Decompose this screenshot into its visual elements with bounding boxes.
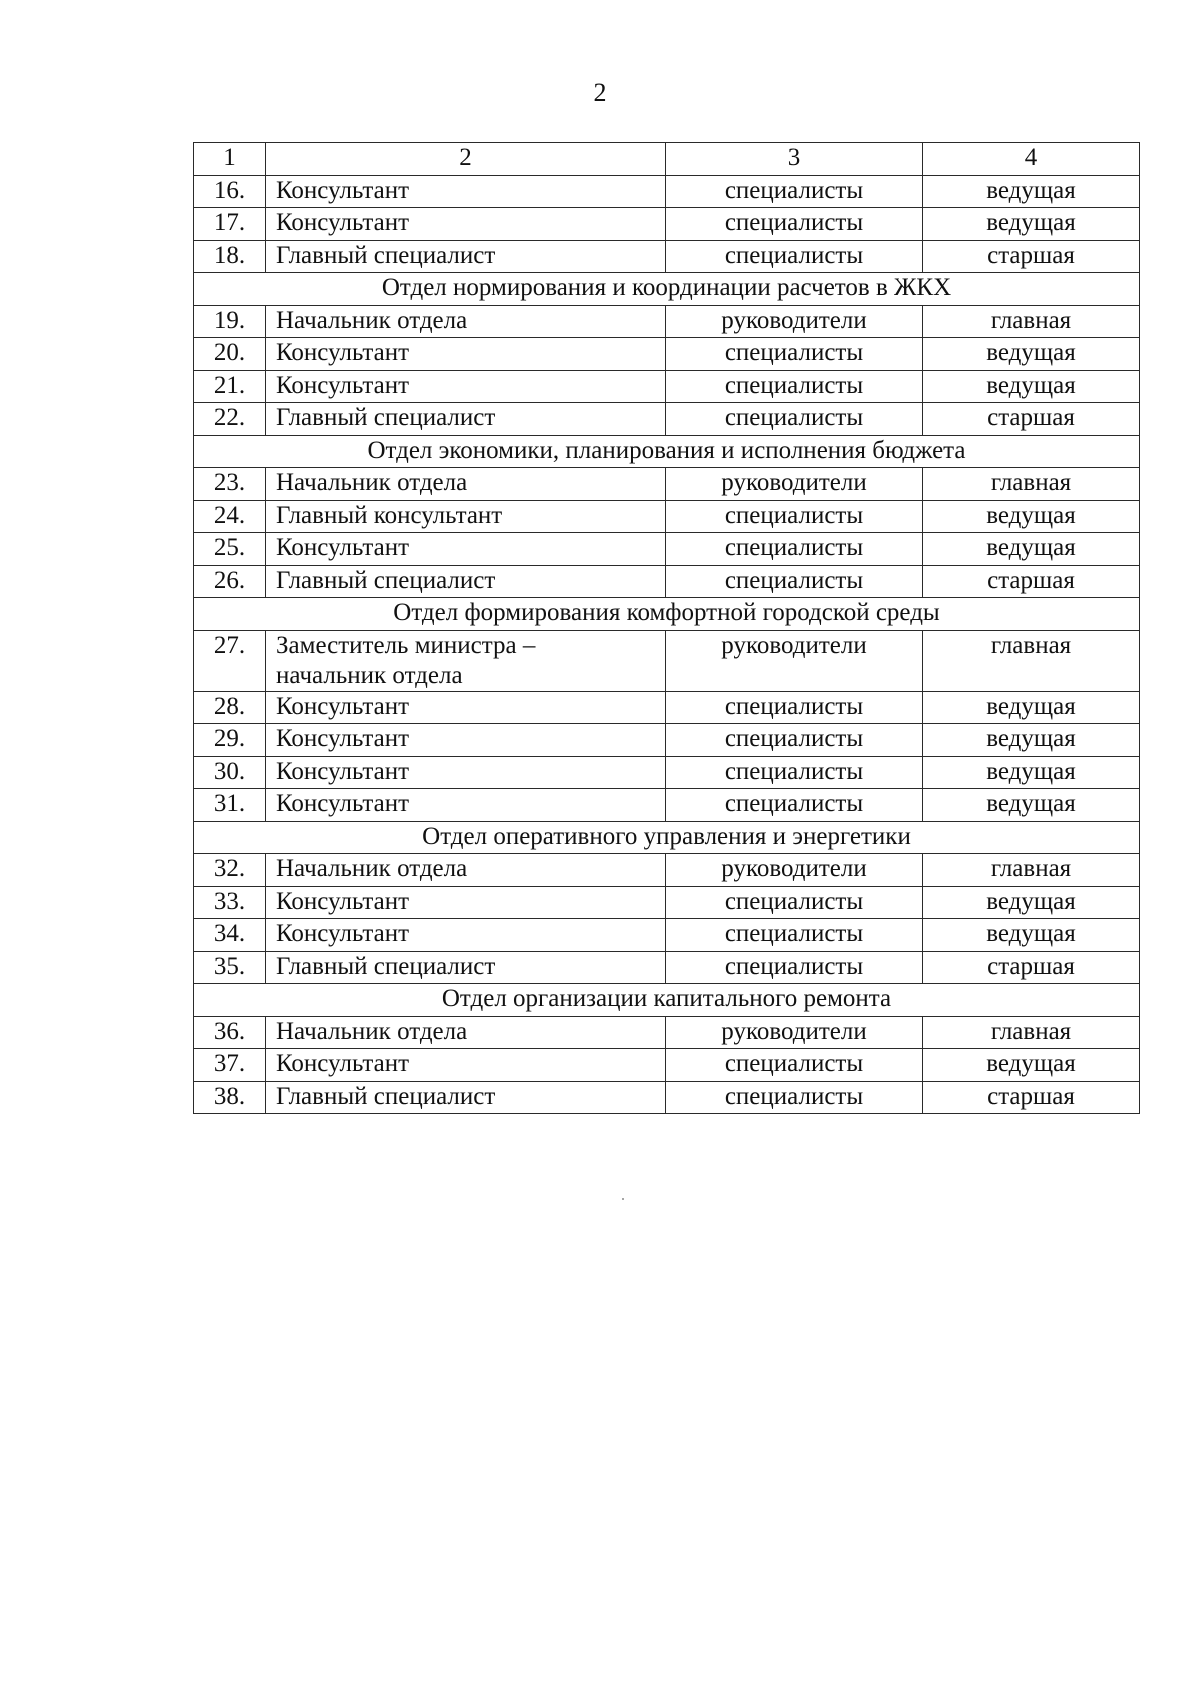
row-number: 32. xyxy=(194,854,266,887)
position-title: Главный специалист xyxy=(266,1081,666,1114)
position-row xyxy=(194,533,1140,566)
position-group: специалисты xyxy=(666,789,923,822)
position-group: специалисты xyxy=(666,919,923,952)
position-title: Консультант xyxy=(266,919,666,952)
row-number: 35. xyxy=(194,951,266,984)
row-number: 38. xyxy=(194,1081,266,1114)
position-title: Главный консультант xyxy=(266,500,666,533)
column-number-3: 3 xyxy=(666,143,923,176)
row-number: 16. xyxy=(194,175,266,208)
department-section-row xyxy=(194,273,1140,306)
position-row xyxy=(194,691,1140,724)
position-row xyxy=(194,1081,1140,1114)
position-row xyxy=(194,175,1140,208)
position-group: специалисты xyxy=(666,208,923,241)
position-title: Начальник отдела xyxy=(266,854,666,887)
row-number: 29. xyxy=(194,724,266,757)
position-category: ведущая xyxy=(923,919,1140,952)
position-row xyxy=(194,919,1140,952)
position-row xyxy=(194,370,1140,403)
position-group: специалисты xyxy=(666,370,923,403)
position-category: главная xyxy=(923,468,1140,501)
position-row xyxy=(194,500,1140,533)
row-number: 19. xyxy=(194,305,266,338)
position-category: ведущая xyxy=(923,691,1140,724)
position-category: старшая xyxy=(923,240,1140,273)
position-row xyxy=(194,565,1140,598)
position-category: главная xyxy=(923,630,1140,691)
position-category: главная xyxy=(923,305,1140,338)
column-number-1: 1 xyxy=(194,143,266,176)
position-group: специалисты xyxy=(666,1049,923,1082)
department-section-row xyxy=(194,435,1140,468)
position-title: Главный специалист xyxy=(266,565,666,598)
position-title: Консультант xyxy=(266,724,666,757)
position-title: Начальник отдела xyxy=(266,1016,666,1049)
position-category: ведущая xyxy=(923,175,1140,208)
position-category: старшая xyxy=(923,951,1140,984)
row-number: 30. xyxy=(194,756,266,789)
position-category: ведущая xyxy=(923,500,1140,533)
position-category: главная xyxy=(923,854,1140,887)
position-title: Консультант xyxy=(266,1049,666,1082)
position-title: Главный специалист xyxy=(266,403,666,436)
department-section-row xyxy=(194,821,1140,854)
position-title: Консультант xyxy=(266,691,666,724)
row-number: 20. xyxy=(194,338,266,371)
column-number-4: 4 xyxy=(923,143,1140,176)
row-number: 27. xyxy=(194,630,266,691)
position-group: специалисты xyxy=(666,338,923,371)
position-title: Консультант xyxy=(266,338,666,371)
position-group: руководители xyxy=(666,305,923,338)
department-name: Отдел оперативного управления и энергетики xyxy=(194,821,1140,854)
row-number: 34. xyxy=(194,919,266,952)
position-title: Консультант xyxy=(266,533,666,566)
position-group: специалисты xyxy=(666,175,923,208)
department-name: Отдел организации капитального ремонта xyxy=(194,984,1140,1017)
position-title: Начальник отдела xyxy=(266,468,666,501)
column-number-2: 2 xyxy=(266,143,666,176)
position-title: Консультант xyxy=(266,789,666,822)
position-group: специалисты xyxy=(666,1081,923,1114)
scan-speck xyxy=(622,1198,624,1200)
position-category: ведущая xyxy=(923,208,1140,241)
position-row xyxy=(194,724,1140,757)
positions-table xyxy=(193,142,1140,1114)
positions-table-body xyxy=(194,143,1140,1114)
position-row xyxy=(194,338,1140,371)
position-title: Консультант xyxy=(266,175,666,208)
row-number: 22. xyxy=(194,403,266,436)
position-title: Главный специалист xyxy=(266,951,666,984)
position-row xyxy=(194,951,1140,984)
position-category: ведущая xyxy=(923,1049,1140,1082)
position-title: Главный специалист xyxy=(266,240,666,273)
row-number: 25. xyxy=(194,533,266,566)
position-row xyxy=(194,208,1140,241)
position-category: ведущая xyxy=(923,338,1140,371)
row-number: 33. xyxy=(194,886,266,919)
position-group: специалисты xyxy=(666,756,923,789)
row-number: 28. xyxy=(194,691,266,724)
row-number: 21. xyxy=(194,370,266,403)
position-row xyxy=(194,468,1140,501)
position-title: Консультант xyxy=(266,756,666,789)
row-number: 23. xyxy=(194,468,266,501)
position-group: специалисты xyxy=(666,951,923,984)
department-section-row xyxy=(194,598,1140,631)
department-name: Отдел нормирования и координации расчетов в ЖКХ xyxy=(194,273,1140,306)
position-group: специалисты xyxy=(666,533,923,566)
position-group: руководители xyxy=(666,854,923,887)
position-row xyxy=(194,1016,1140,1049)
position-group: руководители xyxy=(666,630,923,691)
row-number: 24. xyxy=(194,500,266,533)
position-group: руководители xyxy=(666,1016,923,1049)
position-category: старшая xyxy=(923,1081,1140,1114)
position-row xyxy=(194,403,1140,436)
position-title: Начальник отдела xyxy=(266,305,666,338)
position-row xyxy=(194,630,1140,691)
row-number: 26. xyxy=(194,565,266,598)
department-name: Отдел формирования комфортной городской среды xyxy=(194,598,1140,631)
page-number: 2 xyxy=(593,78,607,107)
position-category: ведущая xyxy=(923,789,1140,822)
row-number: 36. xyxy=(194,1016,266,1049)
position-group: специалисты xyxy=(666,565,923,598)
row-number: 17. xyxy=(194,208,266,241)
row-number: 31. xyxy=(194,789,266,822)
position-row xyxy=(194,854,1140,887)
position-title-line: начальник отдела xyxy=(276,661,463,689)
position-row xyxy=(194,1049,1140,1082)
position-group: руководители xyxy=(666,468,923,501)
position-category: ведущая xyxy=(923,756,1140,789)
position-category: ведущая xyxy=(923,886,1140,919)
position-group: специалисты xyxy=(666,691,923,724)
department-name: Отдел экономики, планирования и исполнения бюджета xyxy=(194,435,1140,468)
department-section-row xyxy=(194,984,1140,1017)
position-title: Консультант xyxy=(266,886,666,919)
position-title: Консультант xyxy=(266,370,666,403)
position-category: ведущая xyxy=(923,724,1140,757)
position-row xyxy=(194,305,1140,338)
position-group: специалисты xyxy=(666,886,923,919)
position-row xyxy=(194,789,1140,822)
position-title-line: Заместитель министра – xyxy=(276,631,536,659)
position-row xyxy=(194,756,1140,789)
column-number-row xyxy=(194,143,1140,176)
position-row xyxy=(194,886,1140,919)
position-category: ведущая xyxy=(923,370,1140,403)
row-number: 18. xyxy=(194,240,266,273)
position-category: ведущая xyxy=(923,533,1140,566)
position-group: специалисты xyxy=(666,240,923,273)
position-group: специалисты xyxy=(666,500,923,533)
position-row xyxy=(194,240,1140,273)
position-category: главная xyxy=(923,1016,1140,1049)
position-group: специалисты xyxy=(666,403,923,436)
position-title: Консультант xyxy=(266,208,666,241)
position-category: старшая xyxy=(923,565,1140,598)
row-number: 37. xyxy=(194,1049,266,1082)
position-category: старшая xyxy=(923,403,1140,436)
position-title xyxy=(266,630,666,691)
position-group: специалисты xyxy=(666,724,923,757)
